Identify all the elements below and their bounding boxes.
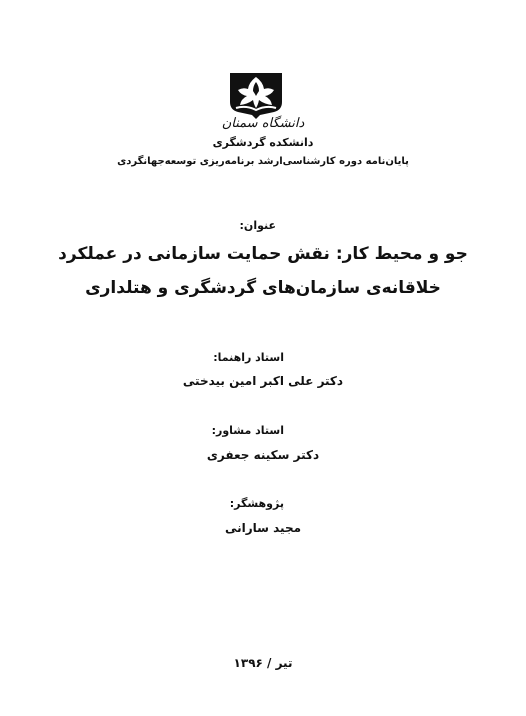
thesis-title-line-2: خلاقانه‌ی سازمان‌های گردشگری و هتلداری: [85, 278, 441, 298]
advisor-label: استاد مشاور:: [211, 424, 284, 437]
supervisor-name: دکتر علی اکبر امین بیدختی: [182, 374, 344, 388]
submission-date: تیر / ۱۳۹۶: [233, 656, 293, 670]
degree-program: پایان‌نامه دوره کارشناسی‌ارشد برنامه‌ریزی توسعه‌جهانگردی: [117, 156, 409, 167]
researcher-label: پژوهشگر:: [229, 497, 284, 510]
advisor-name: دکتر سکینه جعفری: [206, 448, 320, 462]
supervisor-label: استاد راهنما:: [213, 351, 284, 364]
thesis-title-line-1: جو و محیط کار: نقش حمایت سازمانی در عملکرد: [58, 244, 468, 264]
university-name: دانشگاه سمنان: [221, 116, 305, 131]
researcher-name: مجید سارانی: [224, 521, 302, 535]
faculty-name: دانشکده گردشگری: [212, 136, 314, 149]
title-label: عنوان:: [239, 219, 276, 232]
university-emblem-icon: [226, 70, 286, 120]
